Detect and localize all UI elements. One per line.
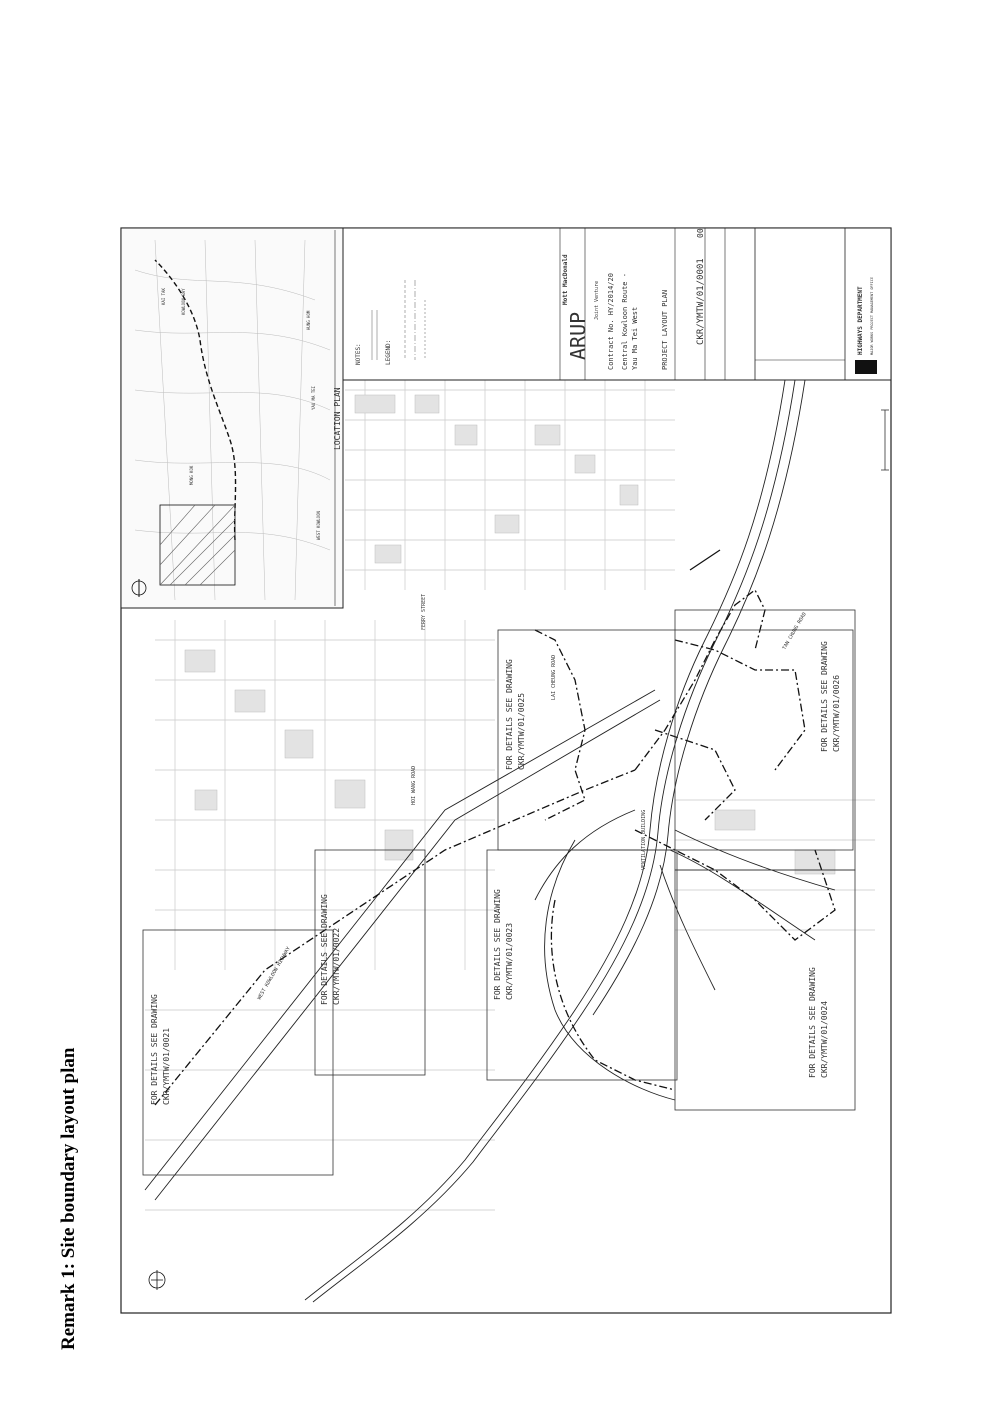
location-label: KOWLOON BAY — [181, 288, 186, 315]
notes-title: NOTES: — [355, 343, 362, 365]
detail-label: FOR DETAILS SEE DRAWING — [493, 889, 502, 1000]
detail-ref: CKR/YMTW/01/0023 — [505, 922, 514, 1000]
consultant-logo: ARUP — [566, 311, 590, 360]
detail-ref: CKR/YMTW/01/0024 — [820, 1000, 829, 1078]
partner-logo: Mott MacDonald — [562, 254, 569, 305]
road-label: FERRY STREET — [421, 593, 427, 630]
detail-label: FOR DETAILS SEE DRAWING — [320, 894, 329, 1005]
detail-ref: CKR/YMTW/01/0022 — [332, 927, 341, 1005]
location-label: WEST KOWLOON — [316, 511, 321, 540]
location-label: KAI TAK — [161, 288, 166, 305]
figure-caption: Remark 1: Site boundary layout plan — [58, 1047, 79, 1350]
road-label: VENTILATION BUILDING — [641, 809, 647, 870]
road-label: HOI WANG ROAD — [411, 765, 417, 805]
contract-no: Contract No. HY/2014/20 — [607, 273, 615, 370]
drawing-number: CKR/YMTW/01/0001 — [696, 258, 706, 345]
contract-name: Central Kowloon Route - — [621, 273, 629, 370]
detail-label: FOR DETAILS SEE DRAWING — [505, 659, 514, 770]
contract-name: Yau Ma Tei West — [631, 306, 639, 370]
location-label: HUNG HOM — [306, 310, 311, 330]
detail-ref: CKR/YMTW/01/0021 — [162, 1027, 171, 1105]
detail-label: FOR DETAILS SEE DRAWING — [820, 641, 829, 752]
legend-title: LEGEND: — [385, 339, 392, 365]
road-label: TAN CHUNG ROAD — [781, 611, 808, 651]
department-office: MAJOR WORKS PROJECT MANAGEMENT OFFICE — [870, 277, 874, 355]
drawing-revision: 00 — [696, 228, 705, 238]
department: HIGHWAYS DEPARTMENT — [857, 286, 864, 355]
site-layout-drawing — [115, 210, 905, 1340]
detail-label: FOR DETAILS SEE DRAWING — [150, 994, 159, 1105]
detail-ref: CKR/YMTW/01/0025 — [517, 692, 526, 770]
detail-label: FOR DETAILS SEE DRAWING — [808, 967, 817, 1078]
drawing-title: PROJECT LAYOUT PLAN — [661, 289, 669, 370]
location-plan-inset — [121, 228, 343, 608]
location-label: MONG KOK — [189, 465, 194, 485]
road-label: WEST KOWLOON HIGHWAY — [256, 945, 292, 1001]
location-label: YAU MA TEI — [311, 385, 316, 410]
road-label: LAI CHEUNG ROAD — [551, 654, 557, 700]
detail-ref: CKR/YMTW/01/0026 — [832, 674, 841, 752]
joint-venture: Joint Venture — [594, 280, 600, 320]
location-plan-title: LOCATION PLAN — [333, 387, 342, 450]
